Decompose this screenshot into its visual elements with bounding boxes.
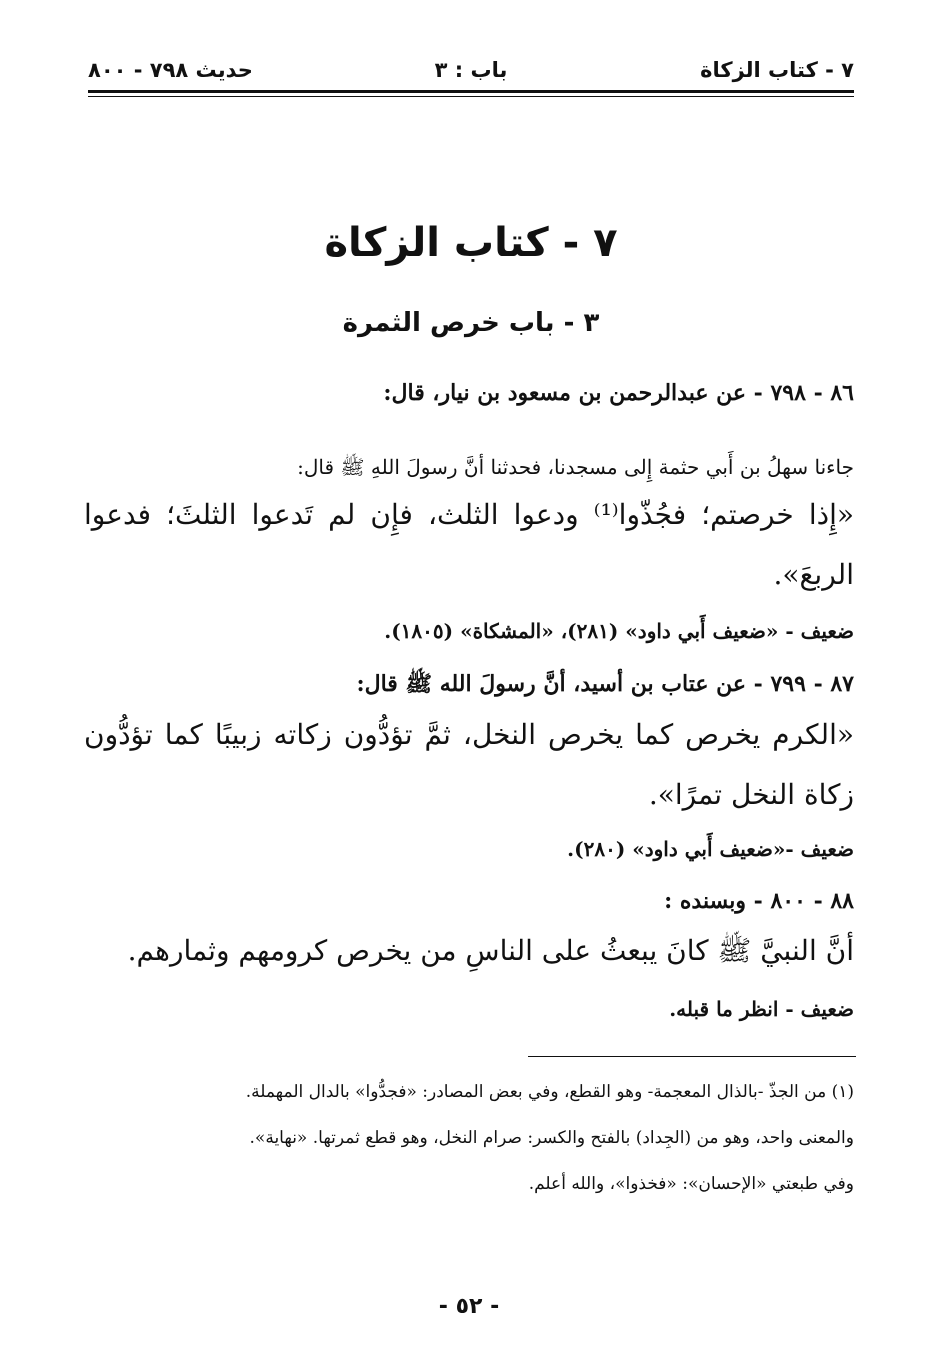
- hadith-3-grade: ضعيف - انظر ما قبله.: [669, 997, 854, 1021]
- chapter-title: ٣ - باب خرص الثمرة: [342, 308, 600, 338]
- hadith-1-matn-line-1: «إِذا خرصتم؛ فجُذّوا⁽¹⁾ ودعوا الثلث، فإِن لم تَدعوا الثلثَ؛ فدعوا: [84, 498, 854, 531]
- footnote-line-2: والمعنى واحد، وهو من (الجِداد) بالفتح والكسر: صرام النخل، وهو قطع ثمرتها. «نهاية».: [249, 1128, 854, 1148]
- hadith-2-matn-line-2: زكاة النخل تمرًا».: [648, 778, 854, 811]
- header-rule-thick: [88, 90, 854, 93]
- header-book-label: ٧ - كتاب الزكاة: [700, 58, 854, 82]
- hadith-2-grade: ضعيف -«ضعيف أَبي داود» (٢٨٠).: [567, 837, 854, 861]
- hadith-1-grade: ضعيف - «ضعيف أَبي داود» (٢٨١)، «المشكاة» (١٨٠٥).: [384, 619, 854, 643]
- hadith-2-matn-line-1: «الكرم يخرص كما يخرص النخل، ثمَّ تؤدُّون زكاته زبيبًا كما تؤدُّون: [84, 718, 854, 751]
- hadith-2-isnad: ٨٧ - ٧٩٩ - عن عتاب بن أسيد، أنَّ رسولَ الله ﷺ قال:: [356, 671, 854, 697]
- hadith-1-matn-line-2: الربعَ».: [773, 558, 854, 591]
- header-hadith-range: حديث ٧٩٨ - ٨٠٠: [88, 58, 253, 82]
- running-header: [88, 58, 854, 90]
- footnote-line-3: وفي طبعتي «الإحسان»: «فخذوا»، والله أعلم.: [528, 1174, 854, 1194]
- hadith-3-matn-line-1: أنَّ النبيَّ ﷺ كانَ يبعثُ على الناسِ من يخرص كرومهم وثمارهم.: [127, 934, 854, 967]
- hadith-1-narration: جاءنا سهلُ بن أَبي حثمة إِلى مسجدنا، فحدثنا أنَّ رسولَ اللهِ ﷺ قال:: [297, 455, 854, 479]
- header-rule-thin: [88, 96, 854, 97]
- hadith-3-isnad: ٨٨ - ٨٠٠ - وبسنده :: [664, 888, 854, 914]
- header-chapter-label: باب : ٣: [434, 58, 508, 82]
- footnote-rule: [528, 1056, 856, 1057]
- page-number: - ٥٢ -: [438, 1294, 500, 1319]
- book-title: ٧ - كتاب الزكاة: [324, 220, 618, 266]
- footnote-line-1: (١) من الجذّ -بالذال المعجمة- وهو القطع، وفي بعض المصادر: «فجدُّوا» بالدال المهملة.: [245, 1082, 854, 1102]
- hadith-1-isnad: ٨٦ - ٧٩٨ - عن عبدالرحمن بن مسعود بن نيار، قال:: [383, 380, 854, 406]
